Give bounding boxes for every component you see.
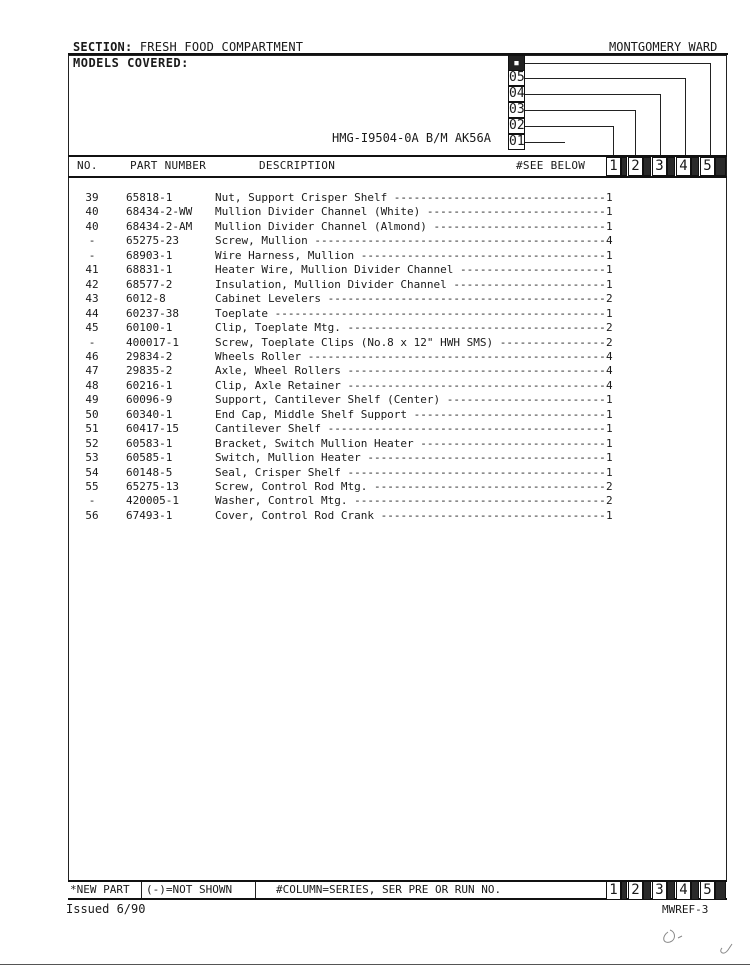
part-description: Cover, Control Rod Crank -----: [215, 509, 605, 523]
footer-series-divider: [667, 881, 675, 900]
table-row: [0, 263, 750, 277]
part-description: End Cap, Middle Shelf Support -----: [215, 408, 605, 422]
footer-series-divider: [643, 881, 651, 900]
handwritten-scribble: [650, 920, 740, 960]
table-row: [0, 307, 750, 321]
leader-line: [635, 110, 636, 157]
item-number: 45: [85, 321, 99, 335]
leader-line: [525, 78, 685, 79]
series-col-1: 1: [606, 157, 621, 176]
part-number: 400017-1: [126, 335, 179, 349]
item-number: -: [88, 494, 96, 508]
item-number: -: [88, 248, 96, 262]
part-description: Wheels Roller -----: [215, 350, 605, 364]
quantity: 1: [606, 465, 613, 479]
item-number: 50: [85, 407, 99, 421]
part-number: 60583-1: [126, 436, 173, 450]
table-row: [0, 509, 750, 523]
item-number: 40: [85, 205, 99, 219]
quantity: 2: [606, 480, 613, 493]
series-col-2: 2: [628, 157, 643, 176]
quantity: 4: [606, 349, 613, 363]
item-number: 51: [85, 422, 99, 436]
bottom-edge-line: [0, 964, 750, 965]
footer-series-4: 4: [676, 881, 691, 900]
part-number: 65275-23: [126, 234, 179, 248]
col-description-header: DESCRIPTION: [259, 159, 336, 172]
part-description: Screw, Toeplate Clips (No.8 x 12" HWH SMS) -----: [215, 336, 605, 350]
item-number: 53: [85, 451, 99, 465]
part-description: Support, Cantilever Shelf (Center) -----: [215, 393, 605, 407]
leader-line: [660, 94, 661, 157]
part-number: 60100-1: [126, 321, 173, 335]
leader-line: [525, 110, 635, 111]
not-shown-legend: (-)=NOT SHOWN: [146, 883, 233, 896]
new-part-legend: *NEW PART: [70, 883, 130, 896]
models-covered-label: MODELS COVERED:: [73, 56, 189, 70]
item-number: 40: [85, 219, 99, 233]
col-no-header: NO.: [77, 159, 98, 172]
item-number: 39: [85, 191, 99, 204]
col-see-below-header: #SEE BELOW: [516, 159, 586, 172]
footer-series-1: 1: [606, 881, 621, 900]
quantity: 1: [606, 277, 613, 291]
table-row: [0, 350, 750, 364]
part-description: Seal, Crisper Shelf -----: [215, 466, 605, 480]
item-number: 42: [85, 277, 99, 291]
quantity: 4: [606, 364, 613, 378]
section-label: SECTION:: [73, 40, 133, 54]
part-number: 420005-1: [126, 494, 179, 508]
item-number: 43: [85, 292, 99, 306]
quantity: 1: [606, 248, 613, 262]
series-box-04: 04: [509, 86, 525, 101]
part-description: Screw, Mullion -----: [215, 234, 605, 248]
series-col-divider: [667, 157, 675, 176]
part-description: Toeplate -----: [215, 307, 605, 321]
item-number: 52: [85, 436, 99, 450]
quantity: 2: [606, 292, 613, 306]
part-description: Clip, Axle Retainer -----: [215, 379, 605, 393]
table-row: [0, 249, 750, 263]
part-number: 60096-9: [126, 393, 173, 407]
table-row: [0, 292, 750, 306]
quantity: 1: [606, 393, 613, 407]
table-row: [0, 437, 750, 451]
part-description: Screw, Control Rod Mtg. -----: [215, 480, 605, 494]
page-reference: MWREF-3: [662, 903, 709, 916]
table-row: [0, 220, 750, 234]
leader-line: [685, 78, 686, 157]
part-number: 68434-2-AM: [126, 219, 193, 233]
table-row: [0, 451, 750, 465]
item-number: -: [88, 335, 96, 349]
quantity: 1: [606, 451, 613, 465]
part-number: 60417-15: [126, 422, 179, 436]
series-col-5: 5: [700, 157, 715, 176]
issued-date: Issued 6/90: [66, 902, 146, 916]
part-description: Heater Wire, Mullion Divider Channel -----: [215, 263, 605, 277]
footer-series-divider: [621, 881, 627, 900]
item-number: 48: [85, 378, 99, 392]
part-description: Clip, Toeplate Mtg. -----: [215, 321, 605, 335]
series-col-divider: [621, 157, 627, 176]
quantity: 1: [606, 436, 613, 450]
series-box-05: 05: [509, 70, 525, 85]
quantity: 1: [606, 219, 613, 233]
part-number: 29835-2: [126, 364, 173, 378]
item-number: 47: [85, 364, 99, 378]
table-row: [0, 191, 750, 205]
brand-name: MONTGOMERY WARD: [609, 40, 718, 54]
part-number: 65275-13: [126, 480, 179, 493]
leader-line: [525, 94, 660, 95]
item-number: 44: [85, 306, 99, 320]
part-description: Cantilever Shelf -----: [215, 422, 605, 436]
table-row: [0, 393, 750, 407]
footer-divider: [255, 882, 256, 898]
quantity: 2: [606, 335, 613, 349]
part-description: Bracket, Switch Mullion Heater -----: [215, 437, 605, 451]
quantity: 2: [606, 494, 613, 508]
table-row: [0, 466, 750, 480]
series-box-03: 03: [509, 102, 525, 117]
col-part-number-header: PART NUMBER: [130, 159, 207, 172]
item-number: 49: [85, 393, 99, 407]
leader-line: [525, 142, 565, 143]
table-row: [0, 278, 750, 292]
item-number: 55: [85, 480, 99, 493]
leader-line: [613, 126, 614, 157]
part-description: Cabinet Levelers -----: [215, 292, 605, 306]
part-number: 6012-8: [126, 292, 166, 306]
leader-line: [525, 63, 710, 64]
part-description: Mullion Divider Channel (Almond) -----: [215, 220, 605, 234]
quantity: 1: [606, 407, 613, 421]
quantity: 1: [606, 422, 613, 436]
part-number: 60148-5: [126, 465, 173, 479]
item-number: 41: [85, 263, 99, 277]
part-number: 60216-1: [126, 378, 173, 392]
series-box-02: 02: [509, 118, 525, 133]
series-col-4: 4: [676, 157, 691, 176]
table-row: [0, 234, 750, 248]
series-box-01: 01: [509, 134, 525, 149]
parts-list: [0, 191, 750, 531]
series-box-marker: ■: [508, 55, 525, 71]
quantity: 1: [606, 508, 613, 522]
table-row: [0, 321, 750, 335]
part-number: 60585-1: [126, 451, 173, 465]
column-legend: #COLUMN=SERIES, SER PRE OR RUN NO.: [276, 883, 502, 896]
series-col-3: 3: [652, 157, 667, 176]
quantity: 4: [606, 234, 613, 248]
table-row: [0, 205, 750, 219]
table-row: [0, 336, 750, 350]
section-title: [73, 40, 303, 54]
series-col-divider: [643, 157, 651, 176]
part-description: Wire Harness, Mullion -----: [215, 249, 605, 263]
part-description: Washer, Control Mtg. -----: [215, 494, 605, 508]
part-description: Mullion Divider Channel (White) -----: [215, 205, 605, 219]
part-number: 68831-1: [126, 263, 173, 277]
part-description: Insulation, Mullion Divider Channel -----: [215, 278, 605, 292]
table-row: [0, 422, 750, 436]
part-number: 67493-1: [126, 508, 173, 522]
part-number: 68903-1: [126, 248, 173, 262]
part-number: 60237-38: [126, 306, 179, 320]
footer-series-divider: [691, 881, 699, 900]
table-row: [0, 408, 750, 422]
part-number: 68434-2-WW: [126, 205, 193, 219]
item-number: 46: [85, 349, 99, 363]
part-number: 60340-1: [126, 407, 173, 421]
part-number: 29834-2: [126, 349, 173, 363]
part-number: 65818-1: [126, 191, 173, 204]
quantity: 1: [606, 205, 613, 219]
footer-series-5: 5: [700, 881, 715, 900]
section-name: FRESH FOOD COMPARTMENT: [139, 40, 304, 54]
series-col-divider: [691, 157, 699, 176]
item-number: 56: [85, 508, 99, 522]
table-row: [0, 480, 750, 494]
quantity: 2: [606, 321, 613, 335]
series-col-divider: [715, 157, 726, 176]
item-number: 54: [85, 465, 99, 479]
item-number: -: [88, 234, 96, 248]
part-number: 68577-2: [126, 277, 173, 291]
part-description: Axle, Wheel Rollers -----: [215, 364, 605, 378]
table-row: [0, 494, 750, 508]
part-description: Switch, Mullion Heater -----: [215, 451, 605, 465]
quantity: 1: [606, 306, 613, 320]
quantity: 1: [606, 263, 613, 277]
footer-divider: [141, 882, 142, 898]
part-description: Nut, Support Crisper Shelf -----: [215, 191, 605, 205]
quantity: 1: [606, 191, 613, 204]
table-row: [0, 379, 750, 393]
leader-line: [525, 126, 613, 127]
footer-series-3: 3: [652, 881, 667, 900]
footer-series-2: 2: [628, 881, 643, 900]
leader-line: [710, 63, 711, 157]
model-code: HMG-I9504-0A B/M AK56A: [332, 131, 491, 145]
quantity: 4: [606, 378, 613, 392]
footer-series-divider: [715, 881, 726, 900]
table-row: [0, 364, 750, 378]
